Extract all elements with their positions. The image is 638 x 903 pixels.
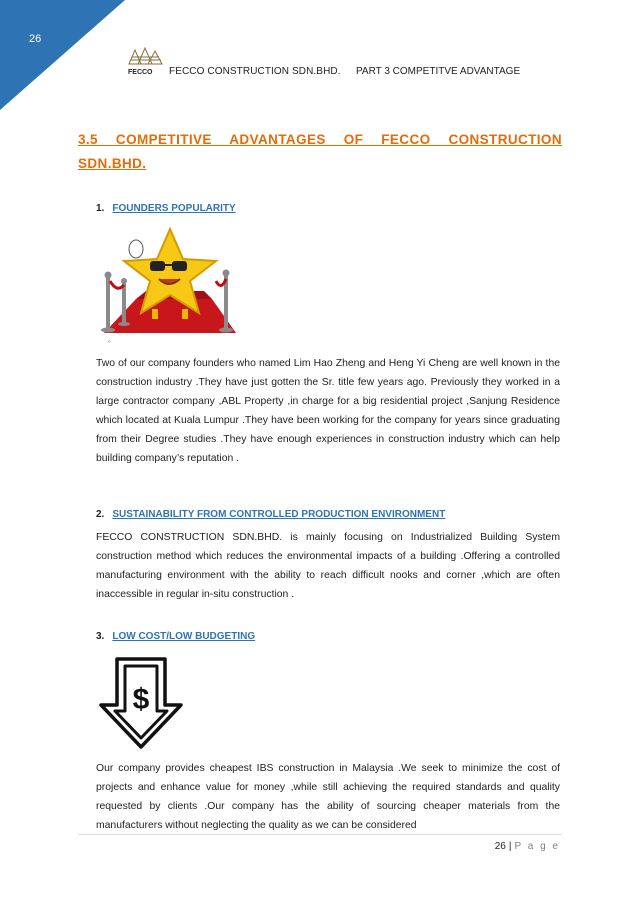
section-number: 1. [96,203,105,214]
footer-page-label [495,841,560,852]
section-heading-3 [96,631,255,642]
section-heading-1 [96,203,236,214]
fecco-logo [126,44,166,76]
section-label: LOW COST/LOW BUDGETING [112,631,256,642]
page-title: 3.5 COMPETITIVE ADVANTAGES OF FECCO CONSTRUCTION SDN.BHD. [78,132,562,171]
svg-text:$: $ [132,683,150,716]
section-label: SUSTAINABILITY FROM CONTROLLED PRODUCTION ENVIRONMENT [112,509,446,520]
section-3-body: Our company provides cheapest IBS construction in Malaysia .We seek to minimize the cost of projects and enhance value for money ,while still achieving the required standards and quality requested by clients .Our company has the ability of sourcing cheaper materials from the manufacturers without neglecting the quality as we can be considered [96,763,560,831]
corner-page-tab [0,0,125,110]
section-2-body: FECCO CONSTRUCTION SDN.BHD. is mainly focusing on Industrialized Building System construction method which reduces the environmental impacts of a building .Offering a controlled manufacturing environment with the ability to reach difficult nooks and corner ,which are often inaccessible in regular in-situ construction . [96,532,560,600]
corner-page-number: 26 [29,33,42,45]
section-number: 2. [96,509,105,520]
footer-separator: | [508,841,512,852]
svg-text:FECCO: FECCO [128,69,153,76]
header-company: FECCO CONSTRUCTION SDN.BHD. [169,66,341,77]
section-label: FOUNDERS POPULARITY [112,203,236,214]
section-1-body: Two of our company founders who named Lim Hao Zheng and Heng Yi Cheng are well known in the construction industry .They have just gotten the Sr. title few years ago. Previously they worked in a large contractor company ,ABL Property ,in charge for a big residential project ,Sanjung Residence which located at Kuala Lumpur .They have been working for the company for years since graduating from their Degree studies .They have enough experiences in construction industry which can help building company’s reputation . [96,358,560,464]
header-part: PART 3 COMPETITVE ADVANTAGE [356,66,521,77]
star-mascot-image [96,221,242,345]
footer-divider [78,834,562,835]
dollar-down-arrow-icon [99,657,183,749]
svg-text:©: © [108,340,111,344]
footer-page-number: 26 [494,841,506,852]
footer-page-word: P a g e [514,841,560,852]
section-number: 3. [96,631,105,642]
section-heading-2 [96,509,445,520]
